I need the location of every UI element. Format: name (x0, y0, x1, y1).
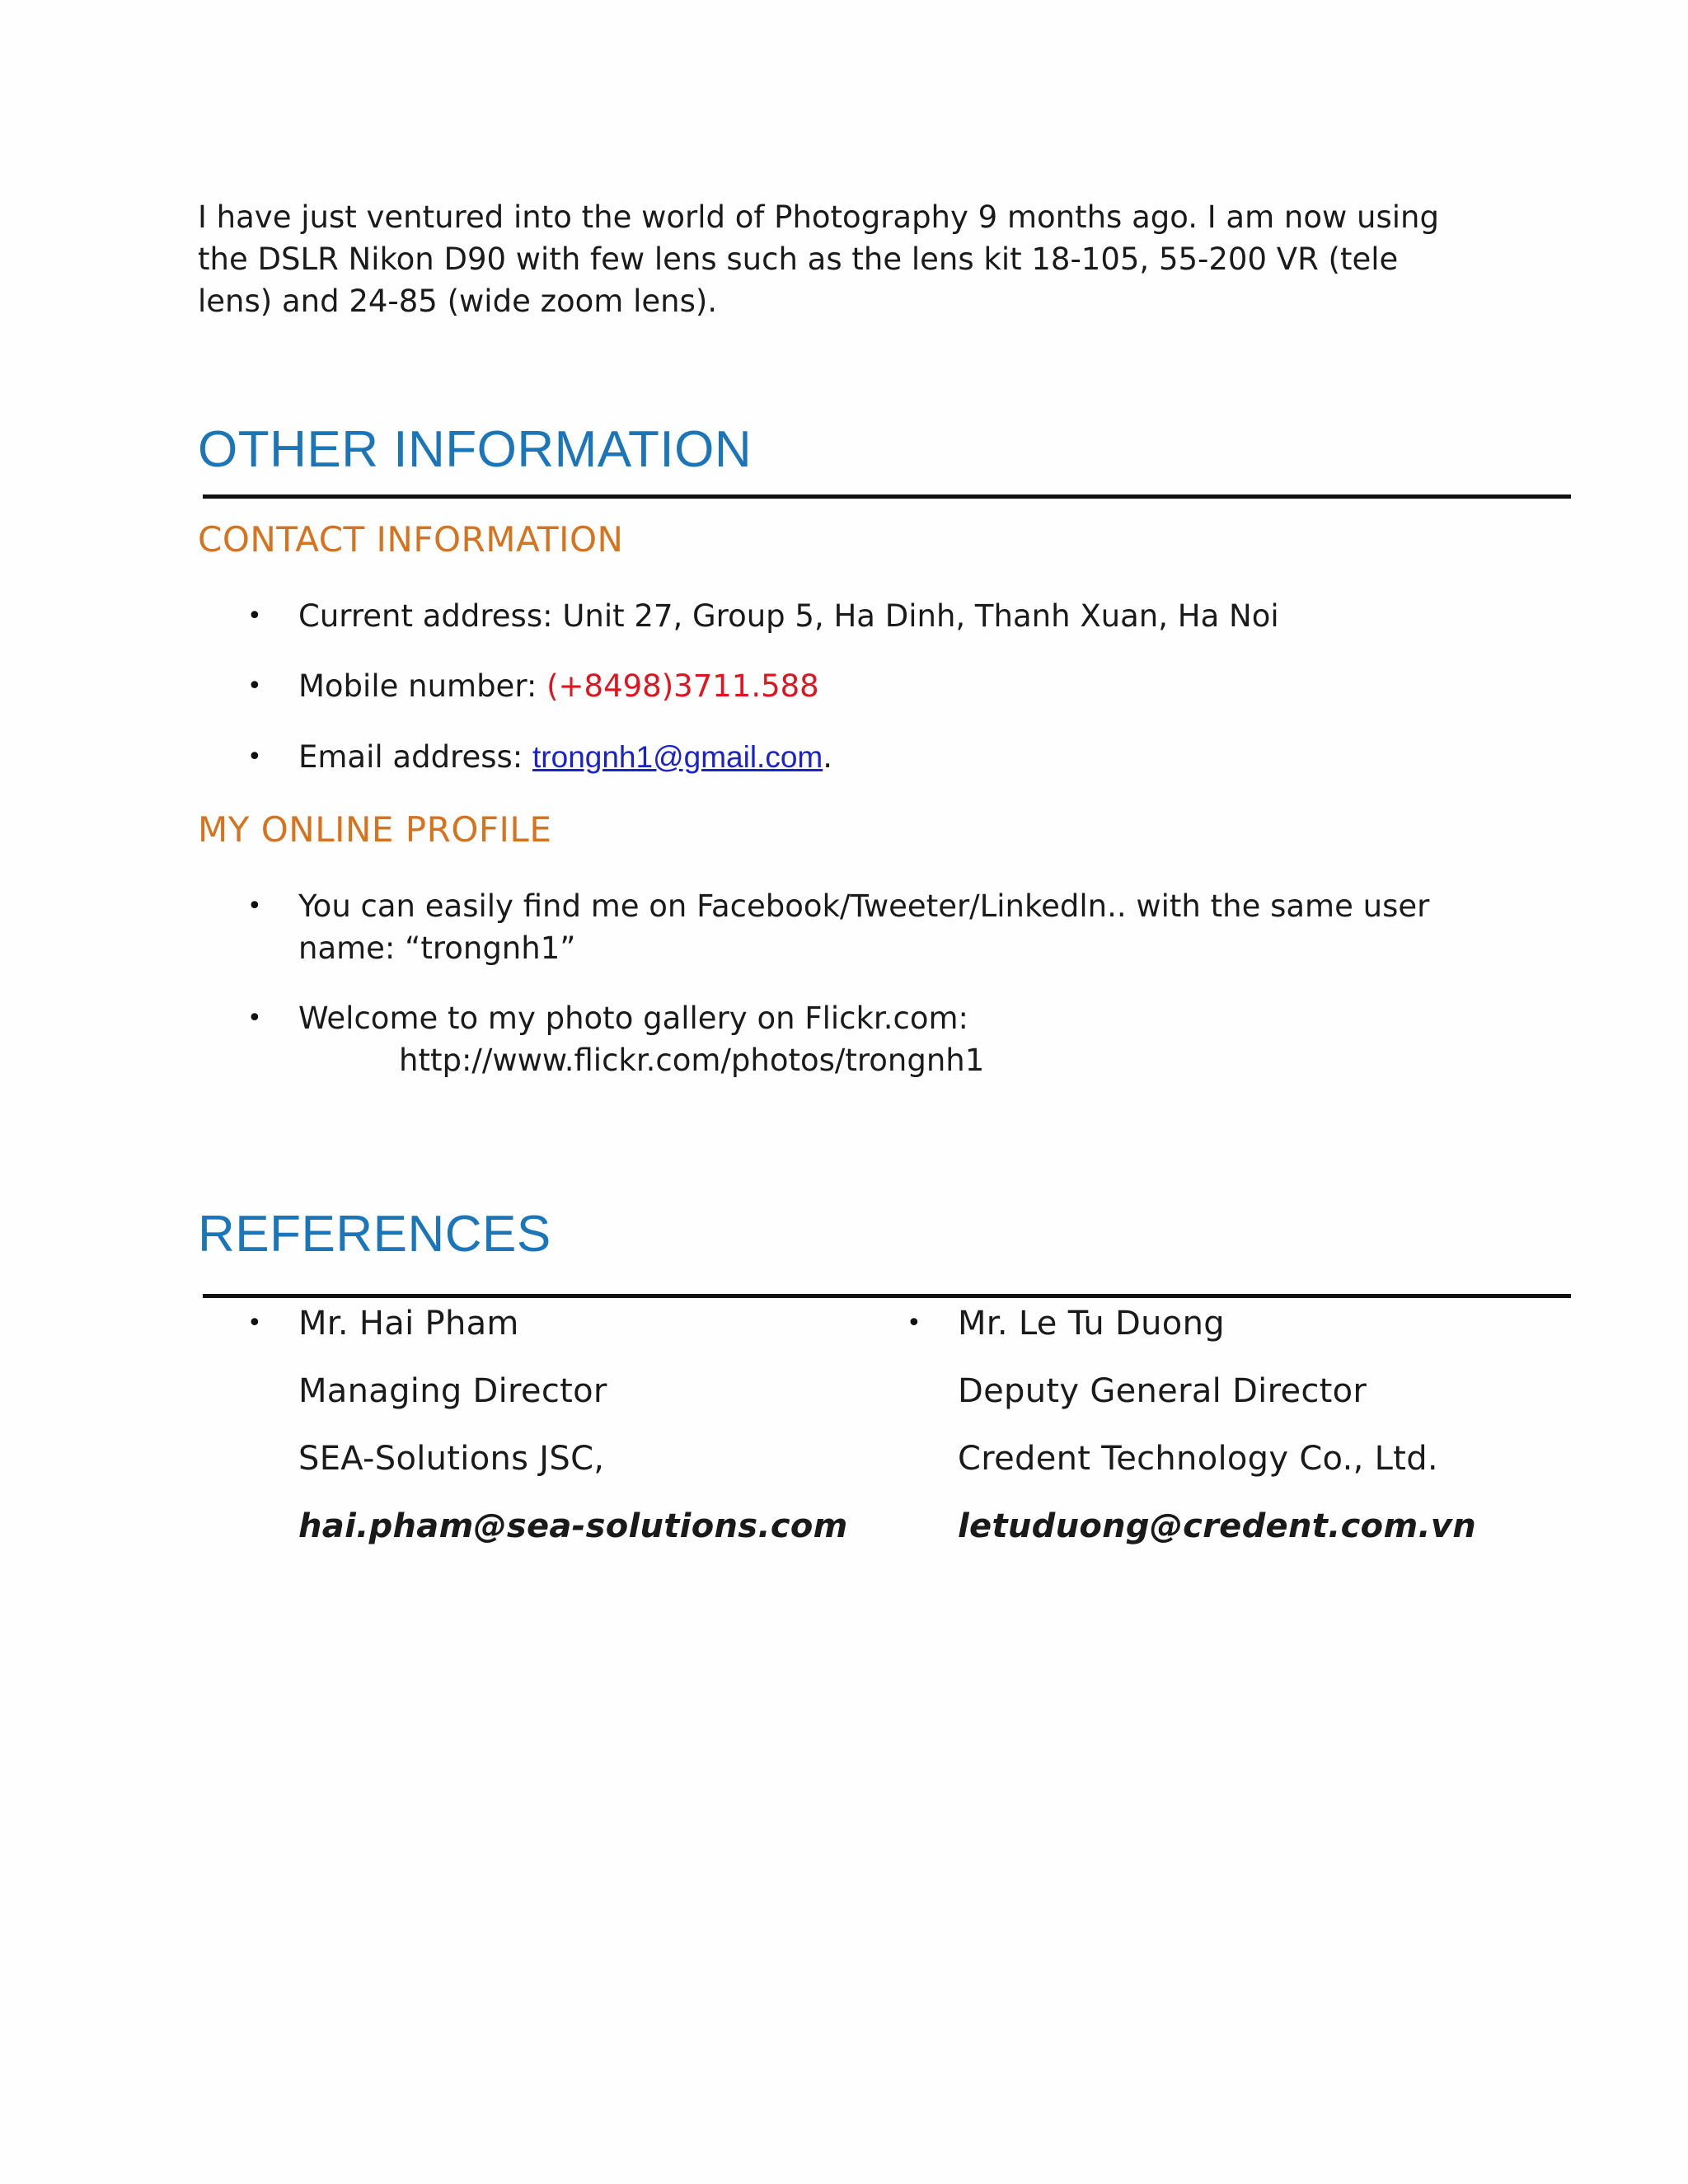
list-item-address (247, 595, 1533, 637)
references-heading: REFERENCES (198, 1206, 551, 1263)
intro-line-2: the DSLR Nikon D90 with few lens such as the lens kit 18-105, 55-200 VR (tele (198, 241, 1399, 277)
bullet-icon: • (247, 1309, 262, 1338)
reference-company: Credent Technology Co., Ltd. (958, 1440, 1438, 1478)
reference-name: Mr. Hai Pham (298, 1305, 519, 1343)
email-link[interactable]: trongnh1@gmail.com (532, 740, 823, 774)
list-item-flickr (247, 997, 1533, 1081)
bullet-icon: • (247, 1004, 262, 1033)
address-label: Current address: (298, 598, 563, 634)
contact-information-heading: CONTACT INFORMATION (198, 519, 624, 560)
section-divider (203, 494, 1571, 499)
list-item-social (247, 885, 1533, 969)
bullet-icon: • (247, 743, 262, 771)
list-item-mobile (247, 665, 1533, 707)
mobile-number: (+8498)3711.588 (546, 668, 819, 704)
reference-position: Deputy General Director (958, 1372, 1367, 1410)
flickr-text: Welcome to my photo gallery on Flickr.com: (298, 1001, 968, 1036)
reference-email[interactable]: hai.pham@sea-solutions.com (298, 1507, 848, 1545)
reference-name: Mr. Le Tu Duong (958, 1305, 1225, 1343)
bullet-icon: • (247, 672, 262, 701)
email-label: Email address: (298, 739, 533, 775)
mobile-label: Mobile number: (298, 668, 547, 704)
address-value: Unit 27, Group 5, Ha Dinh, Thanh Xuan, Ha Noi (562, 598, 1279, 634)
flickr-url[interactable]: http://www.flickr.com/photos/trongnh1 (399, 1043, 985, 1078)
online-profile-heading: MY ONLINE PROFILE (198, 809, 552, 850)
reference-company: SEA-Solutions JSC, (298, 1440, 605, 1478)
list-item-email (247, 736, 1533, 778)
other-information-heading: OTHER INFORMATION (198, 421, 753, 478)
social-text-line-1: You can easily find me on Facebook/Tweeter/Linkedln.. with the same user (298, 888, 1430, 924)
intro-paragraph (198, 196, 1517, 322)
reference-email[interactable]: letuduong@credent.com.vn (958, 1507, 1477, 1545)
section-divider (203, 1294, 1571, 1298)
reference-position: Managing Director (298, 1372, 607, 1410)
email-suffix: . (823, 739, 833, 775)
bullet-icon: • (907, 1309, 921, 1338)
social-text-line-2: name: “trongnh1” (298, 930, 576, 966)
bullet-icon: • (247, 892, 262, 921)
intro-line-1: I have just ventured into the world of Photography 9 months ago. I am now using (198, 199, 1439, 235)
bullet-icon: • (247, 602, 262, 630)
intro-line-3: lens) and 24-85 (wide zoom lens). (198, 284, 718, 319)
